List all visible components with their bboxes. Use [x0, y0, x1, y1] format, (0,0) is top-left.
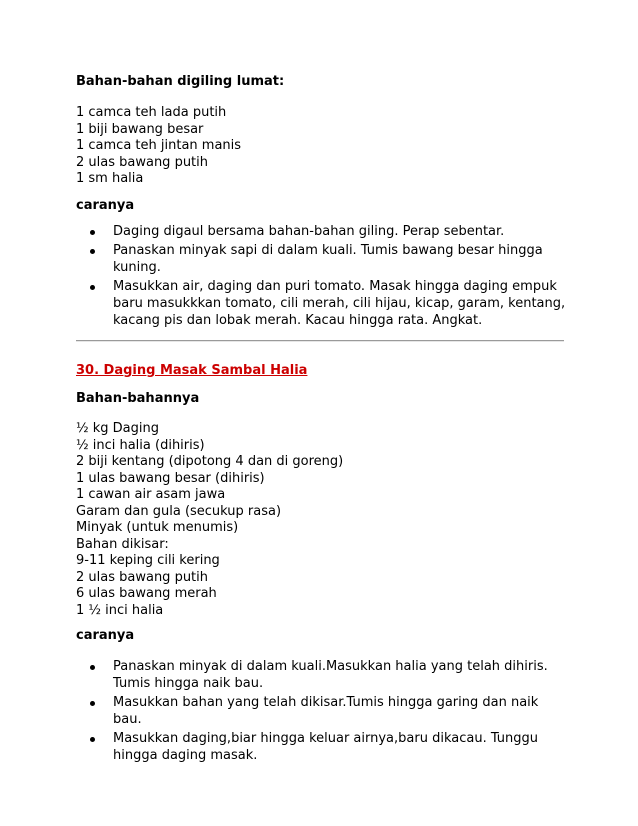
list-item: Masukkan daging,biar hingga keluar airnya,baru dikacau. Tunggu hingga daging masak.: [76, 730, 566, 764]
ingredient-line: Bahan dikisar:: [76, 536, 169, 552]
method-heading-1: caranya: [76, 198, 135, 213]
method-steps-1: [76, 223, 566, 331]
list-item: Panaskan minyak sapi di dalam kuali. Tumis bawang besar hingga kuning.: [76, 242, 566, 276]
list-item: Masukkan bahan yang telah dikisar.Tumis hingga garing dan naik bau.: [76, 694, 566, 728]
recipe-title-link[interactable]: 30. Daging Masak Sambal Halia: [76, 363, 308, 378]
ingredient-line: 1 biji bawang besar: [76, 121, 204, 137]
ingredient-line: Minyak (untuk menumis): [76, 520, 239, 535]
ingredient-line: ½ inci halia (dihiris): [76, 437, 205, 453]
ingredient-line: 2 biji kentang (dipotong 4 dan di goreng): [76, 454, 344, 469]
recipe-title: [76, 362, 566, 379]
ground-ingredients-list: [76, 105, 566, 188]
list-item: Panaskan minyak di dalam kuali.Masukkan halia yang telah dihiris. Tumis hingga naik bau.: [76, 658, 566, 692]
ingredients-heading: Bahan-bahannya: [76, 391, 200, 406]
bullet-icon: [90, 737, 95, 742]
ingredient-line: Garam dan gula (secukup rasa): [76, 503, 282, 519]
ingredient-line: 1 sm halia: [76, 171, 144, 186]
bullet-icon: [90, 701, 95, 706]
ingredient-line: 9-11 keping cili kering: [76, 553, 220, 568]
ingredient-line: 2 ulas bawang putih: [76, 154, 209, 170]
bullet-icon: [90, 249, 95, 254]
ingredient-line: 1 camca teh lada putih: [76, 105, 227, 120]
ingredients-list: [76, 421, 566, 619]
list-item: Daging digaul bersama bahan-bahan giling. Perap sebentar.: [76, 223, 566, 240]
bullet-icon: [90, 285, 95, 290]
bullet-icon: [90, 230, 95, 235]
method-heading-2: caranya: [76, 628, 135, 643]
method-steps-2: [76, 658, 566, 766]
list-item: Masukkan air, daging dan puri tomato. Masak hingga daging empuk baru masukkkan tomato, cili merah, cili hijau, kicap, garam, kentang, kacang pis dan lobak merah. Kacau hingga rata. Angkat.: [76, 278, 566, 329]
bullet-icon: [90, 665, 95, 670]
ingredient-line: 1 ulas bawang besar (dihiris): [76, 470, 265, 486]
horizontal-divider: [76, 340, 564, 342]
ingredient-line: 2 ulas bawang putih: [76, 569, 209, 585]
ingredient-line: 1 cawan air asam jawa: [76, 487, 226, 502]
ingredient-line: 1 camca teh jintan manis: [76, 138, 242, 153]
ingredient-line: ½ kg Daging: [76, 421, 159, 436]
ground-ingredients-heading: Bahan-bahan digiling lumat:: [76, 74, 285, 89]
ingredient-line: 1 ½ inci halia: [76, 602, 164, 618]
ingredient-line: 6 ulas bawang merah: [76, 586, 217, 601]
